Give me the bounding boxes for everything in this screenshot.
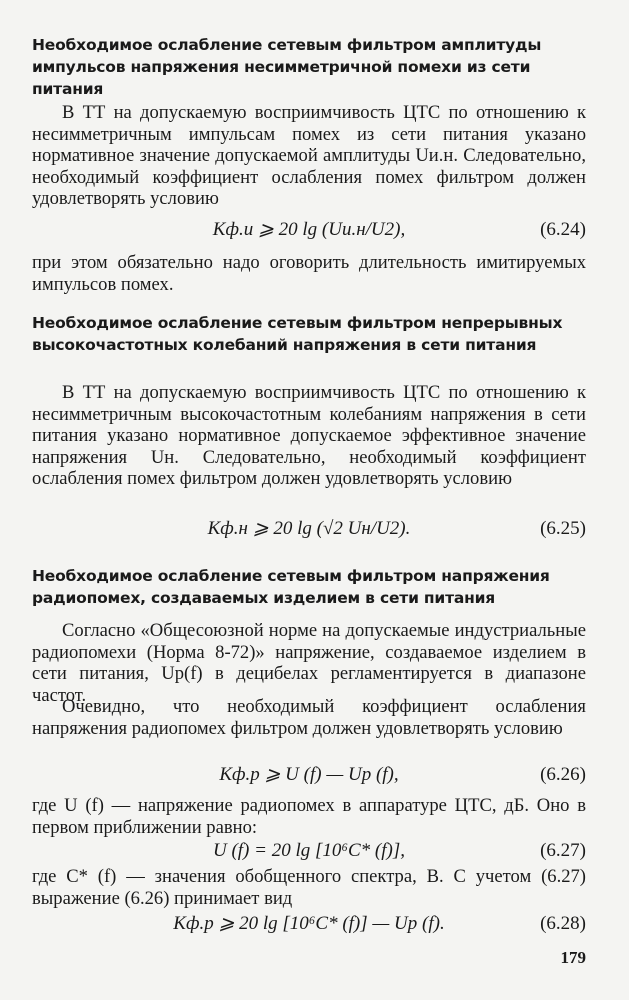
formula-number: (6.28)	[540, 913, 586, 934]
formula-expression: Kф.и ⩾ 20 lg (Uи.н/U2),	[212, 219, 406, 240]
paragraph-7: где C* (f) — значения обобщенного спектра, В. С учетом (6.27) выражение (6.26) принимает вид	[32, 866, 586, 909]
section-heading-2: Необходимое ослабление сетевым фильтром непрерывных высокочастотных колебаний напряжения в сети питания	[32, 314, 563, 354]
formula-expression: U (f) = 20 lg [10⁶C* (f)],	[212, 840, 405, 861]
section-heading-1: Необходимое ослабление сетевым фильтром амплитуды импульсов напряжения несимметричной помехи из сети питания	[32, 36, 542, 98]
paragraph-3: В ТТ на допускаемую восприимчивость ЦТС по отношению к несимметричным высокочастотным колебаниям напряжения в сети питания указано нормативное допускаемое эффективное значение напряжения Uн. Следовательно, необходимый коэффициент ослабления помех фильтром должен удовлетворять условию	[32, 382, 586, 490]
formula-6-27	[32, 837, 586, 865]
formula-number: (6.25)	[540, 518, 586, 539]
formula-6-25	[32, 515, 586, 543]
page-number: 179	[560, 948, 586, 967]
paragraph-6: где U (f) — напряжение радиопомех в аппаратуре ЦТС, дБ. Оно в первом приближении равно:	[32, 795, 586, 838]
formula-number: (6.27)	[540, 840, 586, 861]
formula-number: (6.24)	[540, 219, 586, 240]
formula-expression: Kф.н ⩾ 20 lg (√2 Uн/U2).	[207, 518, 411, 539]
paragraph-5: Очевидно, что необходимый коэффициент ослабления напряжения радиопомех фильтром должен удовлетворять условию	[32, 696, 586, 739]
paragraph-4: Согласно «Общесоюзной норме на допускаемые индустриальные радиопомехи (Норма 8-72)» напряжение, создаваемое изделием в сети питания, Uр(f) в децибелах регламентируется в диапазоне частот.	[32, 620, 586, 706]
formula-number: (6.26)	[540, 764, 586, 785]
formula-6-28	[32, 910, 586, 938]
formula-expression: Kф.р ⩾ 20 lg [10⁶C* (f)] — Uр (f).	[173, 913, 445, 934]
formula-expression: Kф.р ⩾ U (f) — Uр (f),	[219, 764, 399, 785]
paragraph-2: при этом обязательно надо оговорить длительность имитируемых импульсов помех.	[32, 252, 586, 295]
formula-6-24	[32, 216, 586, 244]
paragraph-1: В ТТ на допускаемую восприимчивость ЦТС по отношению к несимметричным импульсам помех из сети питания указано нормативное значение допускаемой амплитуды Uи.н. Следовательно, необходимый коэффициент ослабления помех фильтром должен удовлетворять условию	[32, 102, 586, 210]
section-heading-3: Необходимое ослабление сетевым фильтром напряжения радиопомех, создаваемых изделием в сети питания	[32, 567, 550, 607]
formula-6-26	[32, 761, 586, 789]
